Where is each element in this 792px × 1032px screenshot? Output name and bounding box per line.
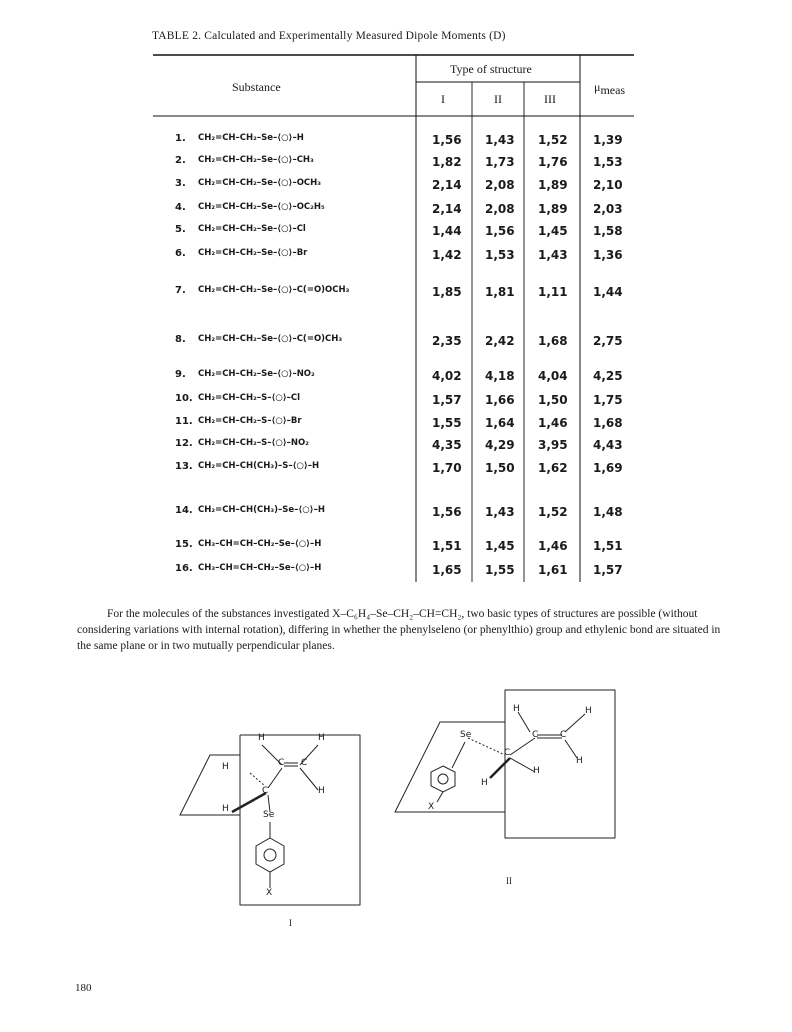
cell-III: 1,46 — [538, 539, 568, 553]
cell-mu: 4,43 — [593, 438, 623, 452]
structure-I-label: I — [289, 918, 292, 928]
cell-I: 1,56 — [432, 133, 462, 147]
row-formula: CH₂=CH–CH₂–Se–⟨○⟩–H — [198, 133, 304, 143]
row-formula: CH₂=CH–CH₂–Se–⟨○⟩–CH₃ — [198, 155, 314, 165]
cell-I: 1,42 — [432, 248, 462, 262]
row-formula: CH₂=CH–CH₂–S–⟨○⟩–NO₂ — [198, 438, 309, 448]
cell-III: 1,11 — [538, 285, 568, 299]
structure-II-label: II — [506, 876, 512, 886]
atom-H2-I: H — [318, 733, 325, 743]
cell-II: 4,29 — [485, 438, 515, 452]
cell-II: 1,73 — [485, 155, 515, 169]
cell-II: 1,55 — [485, 563, 515, 577]
cell-III: 1,50 — [538, 393, 568, 407]
cell-II: 1,45 — [485, 539, 515, 553]
atom-C1-I: C — [278, 758, 285, 768]
row-formula: CH₂=CH–CH₂–Se–⟨○⟩–OC₂H₅ — [198, 202, 325, 212]
atom-H5-I: H — [222, 804, 229, 814]
atom-H3-II: H — [576, 756, 583, 766]
row-number: 12. — [175, 438, 193, 449]
header-mu — [594, 80, 625, 98]
cell-mu: 1,69 — [593, 461, 623, 475]
cell-III: 3,95 — [538, 438, 568, 452]
cell-II: 1,43 — [485, 133, 515, 147]
atom-H4-II: H — [533, 766, 540, 776]
cell-mu: 1,58 — [593, 224, 623, 238]
row-number: 13. — [175, 461, 193, 472]
body-paragraph — [77, 606, 727, 654]
cell-mu: 1,57 — [593, 563, 623, 577]
atom-X-II: X — [428, 802, 435, 812]
cell-mu: 1,51 — [593, 539, 623, 553]
cell-II: 4,18 — [485, 369, 515, 383]
cell-mu: 4,25 — [593, 369, 623, 383]
cell-III: 1,62 — [538, 461, 568, 475]
cell-III: 1,76 — [538, 155, 568, 169]
row-formula: CH₂=CH–CH(CH₃)–S–⟨○⟩–H — [198, 461, 320, 471]
cell-I: 1,56 — [432, 505, 462, 519]
row-number: 4. — [175, 202, 186, 213]
row-formula: CH₂=CH–CH(CH₃)–Se–⟨○⟩–H — [198, 505, 325, 515]
cell-mu: 1,44 — [593, 285, 623, 299]
row-formula: CH₂=CH–CH₂–Se–⟨○⟩–OCH₃ — [198, 178, 321, 188]
row-number: 9. — [175, 369, 186, 380]
cell-I: 1,57 — [432, 393, 462, 407]
cell-I: 1,70 — [432, 461, 462, 475]
atom-H3-I: H — [222, 762, 229, 772]
header-I: I — [441, 92, 445, 106]
cell-I: 1,65 — [432, 563, 462, 577]
mu-subscript: meas — [600, 83, 626, 97]
cell-mu: 1,53 — [593, 155, 623, 169]
cell-III: 1,89 — [538, 202, 568, 216]
cell-III: 1,52 — [538, 505, 568, 519]
cell-III: 1,61 — [538, 563, 568, 577]
row-number: 10. — [175, 393, 193, 404]
atom-H4-I: H — [318, 786, 325, 796]
atom-Cdb1-II: C — [532, 730, 539, 740]
cell-I: 4,35 — [432, 438, 462, 452]
cell-I: 2,14 — [432, 178, 462, 192]
cell-mu: 2,03 — [593, 202, 623, 216]
row-formula: CH₃–CH=CH–CH₂–Se–⟨○⟩–H — [198, 563, 322, 573]
cell-I: 1,55 — [432, 416, 462, 430]
row-formula: CH₂=CH–CH₂–Se–⟨○⟩–C(=O)CH₃ — [198, 334, 343, 344]
cell-mu: 1,48 — [593, 505, 623, 519]
row-formula: CH₂=CH–CH₂–S–⟨○⟩–Br — [198, 416, 302, 426]
atom-C2-I: C — [301, 758, 308, 768]
cell-mu: 2,75 — [593, 334, 623, 348]
row-number: 15. — [175, 539, 193, 550]
cell-I: 2,35 — [432, 334, 462, 348]
cell-III: 1,45 — [538, 224, 568, 238]
cell-III: 4,04 — [538, 369, 568, 383]
atom-H1-II: H — [513, 704, 520, 714]
row-formula: CH₂=CH–CH₂–Se–⟨○⟩–Br — [198, 248, 308, 258]
row-number: 1. — [175, 133, 186, 144]
cell-II: 2,08 — [485, 202, 515, 216]
mu-symbol: μ — [594, 80, 601, 94]
cell-mu: 1,68 — [593, 416, 623, 430]
row-number: 6. — [175, 248, 186, 259]
cell-III: 1,68 — [538, 334, 568, 348]
cell-I: 1,85 — [432, 285, 462, 299]
atom-C-II: C — [504, 748, 511, 758]
cell-mu: 1,75 — [593, 393, 623, 407]
row-formula: CH₂=CH–CH₂–S–⟨○⟩–Cl — [198, 393, 301, 403]
row-number: 11. — [175, 416, 193, 427]
atom-X-I: X — [266, 888, 273, 898]
atom-H2-II: H — [585, 706, 592, 716]
cell-mu: 2,10 — [593, 178, 623, 192]
cell-II: 2,08 — [485, 178, 515, 192]
cell-III: 1,46 — [538, 416, 568, 430]
cell-I: 1,82 — [432, 155, 462, 169]
row-formula: CH₂=CH–CH₂–Se–⟨○⟩–NO₂ — [198, 369, 315, 379]
atom-H1-I: H — [258, 733, 265, 743]
page-number: 180 — [75, 982, 92, 994]
row-formula: CH₂=CH–CH₂–Se–⟨○⟩–C(=O)OCH₃ — [198, 285, 350, 295]
header-III: III — [544, 92, 556, 106]
cell-II: 1,66 — [485, 393, 515, 407]
cell-III: 1,43 — [538, 248, 568, 262]
cell-I: 2,14 — [432, 202, 462, 216]
cell-III: 1,52 — [538, 133, 568, 147]
row-number: 2. — [175, 155, 186, 166]
atom-H5-II: H — [481, 778, 488, 788]
row-number: 8. — [175, 334, 186, 345]
cell-I: 1,44 — [432, 224, 462, 238]
header-II: II — [494, 92, 502, 106]
row-number: 14. — [175, 505, 193, 516]
cell-II: 1,81 — [485, 285, 515, 299]
row-formula: CH₂=CH–CH₂–Se–⟨○⟩–Cl — [198, 224, 306, 234]
cell-II: 1,56 — [485, 224, 515, 238]
cell-II: 1,43 — [485, 505, 515, 519]
atom-Cdb2-II: C — [560, 730, 567, 740]
atom-C3-I: C — [262, 786, 269, 796]
cell-mu: 1,36 — [593, 248, 623, 262]
header-substance: Substance — [232, 80, 281, 94]
cell-II: 1,50 — [485, 461, 515, 475]
table-caption: TABLE 2. Calculated and Experimentally Measured Dipole Moments (D) — [152, 30, 506, 42]
cell-I: 1,51 — [432, 539, 462, 553]
cell-II: 2,42 — [485, 334, 515, 348]
row-number: 16. — [175, 563, 193, 574]
cell-III: 1,89 — [538, 178, 568, 192]
cell-mu: 1,39 — [593, 133, 623, 147]
row-number: 5. — [175, 224, 186, 235]
cell-I: 4,02 — [432, 369, 462, 383]
row-number: 3. — [175, 178, 186, 189]
cell-II: 1,53 — [485, 248, 515, 262]
paragraph-text: For the molecules of the substances investigated X–C₆H₄–Se–CH₂–CH=CH₂, two basic types of structures are possible (without considering variations with internal rotation), differing in whether the phenylseleno (or phenylthio) group and ethylenic bond are situated in the same plane or in two mutually perpendicular planes. — [77, 608, 721, 652]
header-type: Type of structure — [450, 62, 532, 76]
row-number: 7. — [175, 285, 186, 296]
atom-Se-I: Se — [263, 810, 275, 820]
atom-Se-II: Se — [460, 730, 472, 740]
cell-II: 1,64 — [485, 416, 515, 430]
row-formula: CH₃–CH=CH–CH₂–Se–⟨○⟩–H — [198, 539, 322, 549]
